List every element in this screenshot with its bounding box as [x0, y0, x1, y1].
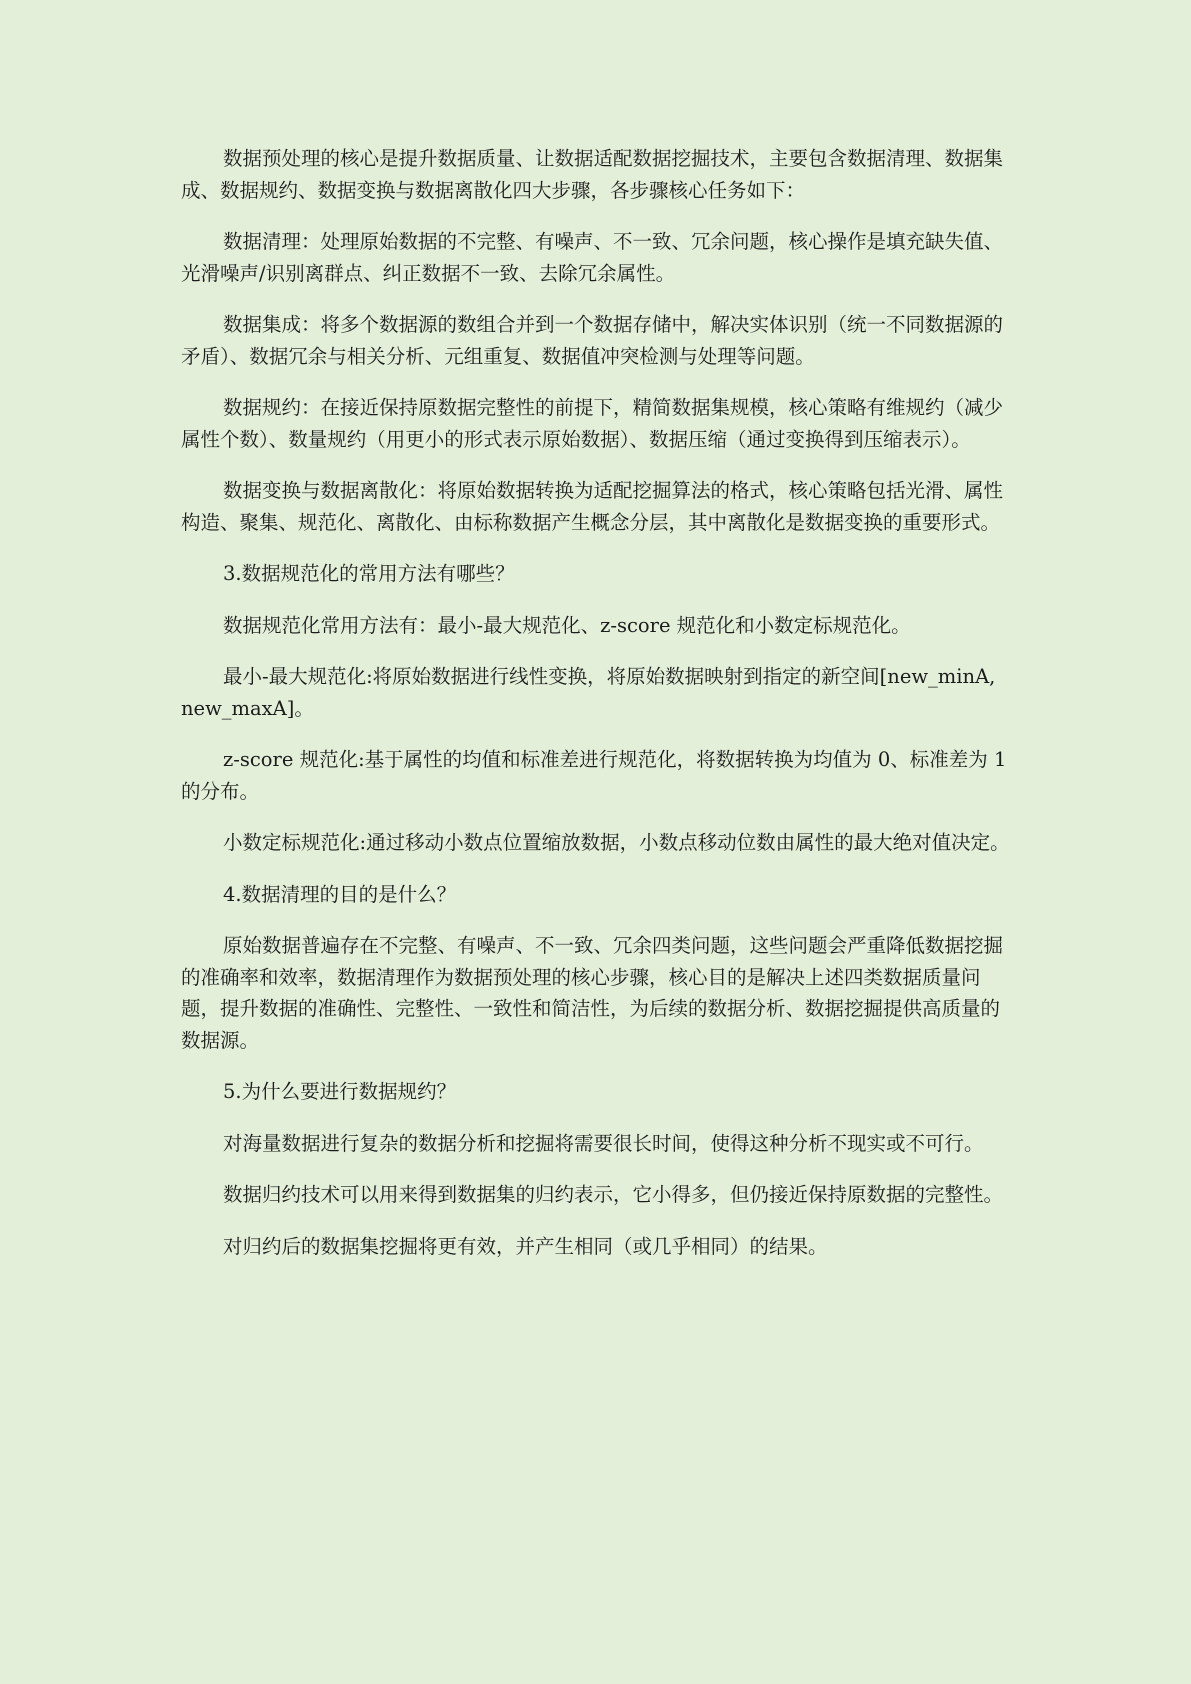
- question-4-heading: 4.数据清理的目的是什么？: [223, 882, 457, 906]
- document-body: [181, 143, 1011, 1282]
- paragraph-data-integration: 数据集成：将多个数据源的数组合并到一个数据存储中，解决实体识别（统一不同数据源的矛盾）、数据冗余与相关分析、元组重复、数据值冲突检测与处理等问题。: [181, 313, 1004, 368]
- paragraph-reduction-reason-3: 对归约后的数据集挖掘将更有效，并产生相同（或几乎相同）的结果。: [223, 1234, 828, 1258]
- paragraph-reduction-reason-2: 数据归约技术可以用来得到数据集的归约表示，它小得多，但仍接近保持原数据的完整性。: [223, 1183, 1004, 1206]
- paragraph-data-cleaning: 数据清理：处理原始数据的不完整、有噪声、不一致、冗余问题，核心操作是填充缺失值、光滑噪声/识别离群点、纠正数据不一致、去除冗余属性。: [181, 230, 1004, 285]
- paragraph-decimal-scaling: 小数定标规范化:通过移动小数点位置缩放数据，小数点移动位数由属性的最大绝对值决定。: [223, 831, 1010, 854]
- paragraph-intro: 数据预处理的核心是提升数据质量、让数据适配数据挖掘技术，主要包含数据清理、数据集成、数据规约、数据变换与数据离散化四大步骤，各步骤核心任务如下：: [181, 147, 1004, 202]
- question-3-heading: 3.数据规范化的常用方法有哪些？: [223, 562, 515, 585]
- question-5-heading: 5.为什么要进行数据规约？: [223, 1080, 457, 1103]
- paragraph-data-reduction: 数据规约：在接近保持原数据完整性的前提下，精简数据集规模，核心策略有维规约（减少属性个数）、数量规约（用更小的形式表示原始数据）、数据压缩（通过变换得到压缩表示）。: [181, 396, 1004, 451]
- paragraph-min-max: 最小-最大规范化:将原始数据进行线性变换，将原始数据映射到指定的新空间[new_minA, new_maxA]。: [181, 665, 996, 720]
- paragraph-data-transformation: 数据变换与数据离散化：将原始数据转换为适配挖掘算法的格式，核心策略包括光滑、属性构造、聚集、规范化、离散化、由标称数据产生概念分层，其中离散化是数据变换的重要形式。: [181, 479, 1004, 534]
- paragraph-z-score: z-score 规范化:基于属性的均值和标准差进行规范化，将数据转换为均值为 0、标准差为 1 的分布。: [181, 748, 1007, 803]
- paragraph-cleaning-purpose: 原始数据普遍存在不完整、有噪声、不一致、冗余四类问题，这些问题会严重降低数据挖掘的准确率和效率，数据清理作为数据预处理的核心步骤，核心目的是解决上述四类数据质量问题，提升数据的准确性、完整性、一致性和简洁性，为后续的数据分析、数据挖掘提供高质量的数据源。: [181, 934, 1004, 1052]
- paragraph-normalization-methods: 数据规范化常用方法有：最小-最大规范化、z-score 规范化和小数定标规范化。: [223, 613, 911, 637]
- paragraph-reduction-reason-1: 对海量数据进行复杂的数据分析和挖掘将需要很长时间，使得这种分析不现实或不可行。: [223, 1131, 984, 1155]
